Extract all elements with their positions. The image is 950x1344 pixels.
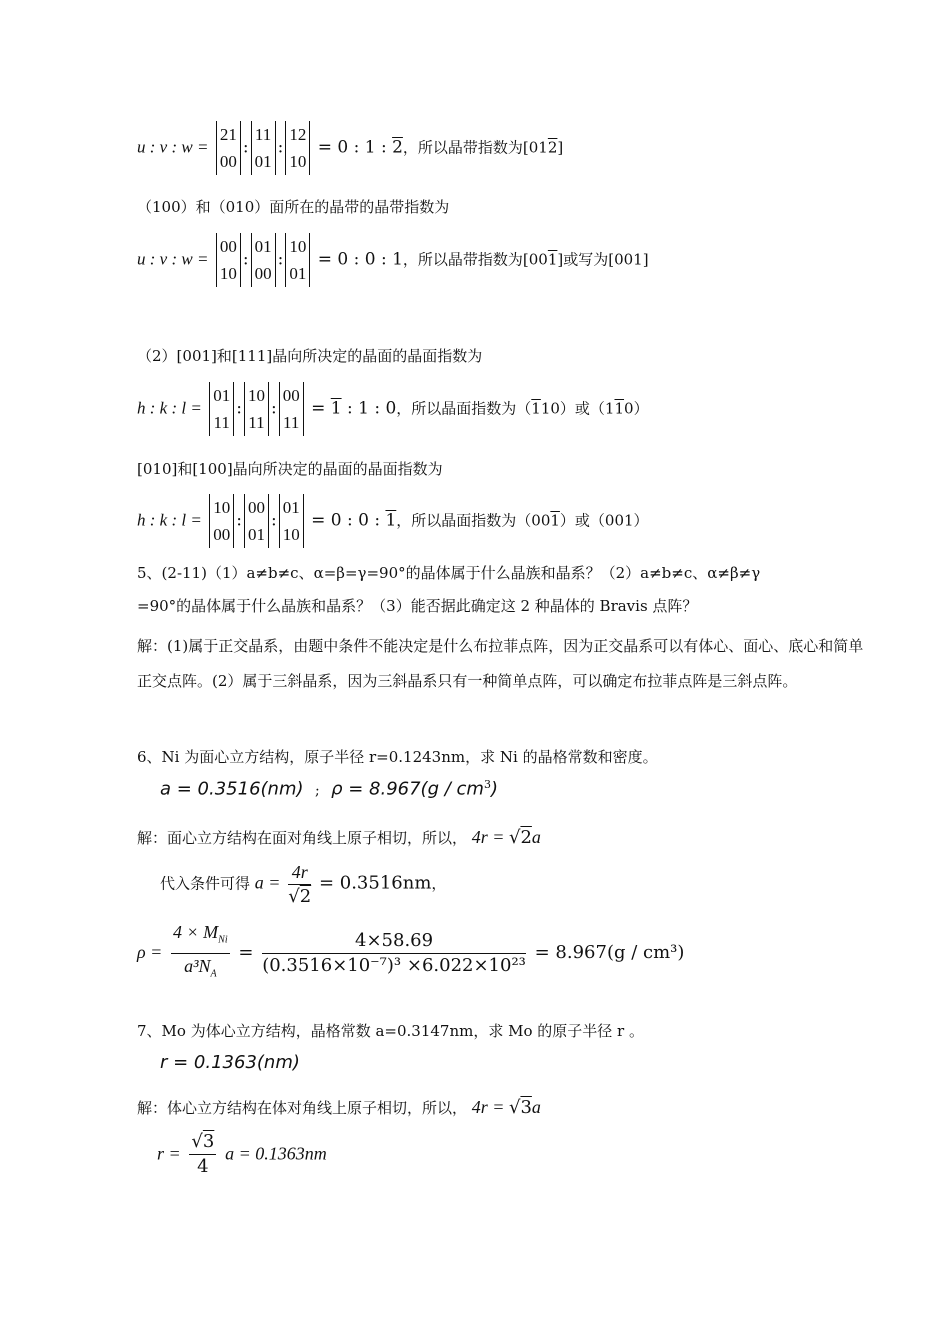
radius-result: r = 0.1363(nm) (160, 1052, 300, 1073)
fraction: $\frac{√3}{4}$ (191, 1131, 215, 1177)
eq-rhs-pre: = (311, 398, 331, 419)
fraction: $\frac{4r}{√2}$ (288, 862, 312, 907)
text-010-100: [010]和[100]晶向所决定的晶面的晶面指数为 (137, 460, 443, 478)
eq-tail-bar: 2 (547, 138, 558, 157)
relation-sqrt: 3 (520, 1097, 532, 1118)
eq-rhs: = 0 : 0 : 1 (317, 249, 403, 270)
answer-6-line-2 (160, 860, 446, 909)
answer-7-line-1: 解：体心立方结构在体对角线上原子相切，所以， 4r = √3a (137, 1097, 541, 1118)
determinant: 00 10 (216, 233, 241, 287)
eq-lhs: h : k : l = (137, 510, 202, 530)
eq-tail: ，所以晶带指数为[00 (402, 250, 548, 269)
relation-lhs: 4r = (471, 827, 509, 847)
question-7: 7、Mo 为体心立方结构，晶格常数 a=0.3147nm，求 Mo 的原子半径 r 。 (137, 1022, 644, 1040)
eq-rhs: a = 0.1363nm (225, 1143, 327, 1164)
question-5-line-2: =90°的晶体属于什么晶族和晶系？（3）能否据此确定这 2 种晶体的 Bravis 点阵？ (137, 597, 698, 615)
eq-tail: ， (431, 874, 447, 893)
equation-zone-axis-2: u : v : w = 00 10 : 01 00 : 10 01 = 0 : 0 : 1，所以晶带指数为[001]或写为[001] (137, 233, 649, 287)
fraction-molar: $\frac{4 \times M_{Ni}}{a^3N_A}$ (173, 922, 228, 980)
eq-tail-bar: 1 (550, 511, 560, 530)
fraction-numeric: $\frac{4\times 58.69}{\text{(0.3516×10⁻⁷)³ ×6.022×10²³}}$ (262, 929, 526, 976)
question-5-line-1: 5、(2-11)（1）a≠b≠c、α=β=γ=90°的晶体属于什么晶族和晶系？（2）a≠b≠c、α≠β≠γ (137, 564, 761, 582)
eq-tail-bar2: 1 (614, 399, 625, 418)
eq-rhs: = 0 : 0 : (311, 510, 386, 531)
eq-tail-bar: 1 (547, 250, 558, 269)
eq-rhs: = 0 : 1 : (317, 137, 393, 158)
eq-lhs: u : v : w = (137, 137, 209, 157)
density-exp: 3 (483, 778, 491, 791)
radius-equation (157, 1130, 327, 1179)
eq-tail-end: ]或写为[001] (557, 250, 649, 269)
determinant: 11 01 (251, 121, 276, 175)
determinant: 01 10 (279, 494, 304, 548)
eq-rhs: = 0.3516nm (318, 872, 432, 894)
determinant: 01 11 (209, 382, 234, 436)
rho-rhs: = 8.967(g / cm³) (534, 942, 685, 964)
relation-sqrt: 2 (520, 827, 532, 848)
eq-tail-mid: 10）或（1 (540, 399, 615, 418)
equation-plane-index-2: h : k : l = 10 00 : 00 01 : 01 10 = 0 : 0 : 1，所以晶面指数为（001）或（001） (137, 494, 649, 548)
answer-6-text: 解：面心立方结构在面对角线上原子相切，所以， (137, 829, 468, 847)
answer-6-result (160, 778, 498, 800)
text-part-2: （2）[001]和[111]晶向所决定的晶面的晶面指数为 (137, 347, 483, 365)
determinant: 10 11 (244, 382, 269, 436)
question-6: 6、Ni 为面心立方结构，原子半径 r=0.1243nm，求 Ni 的晶格常数和密度。 (137, 748, 658, 766)
determinant: 21 00 (216, 121, 241, 175)
determinant: 12 10 (285, 121, 310, 175)
text-100-010: （100）和（010）面所在的晶带的晶带指数为 (137, 198, 450, 216)
determinant: 10 01 (285, 233, 310, 287)
eq-lhs: r = (157, 1143, 181, 1164)
eq-rhs-bar: 1 (385, 510, 397, 531)
eq-tail-end: ] (557, 138, 564, 157)
eq-tail-end: ）或（001） (559, 511, 649, 530)
answer-6-sub-text: 代入条件可得 (160, 874, 251, 893)
eq-lhs: a = (254, 872, 281, 893)
eq-tail: ，所以晶带指数为[01 (402, 138, 548, 157)
determinant: 01 00 (251, 233, 276, 287)
eq-tail-end: 0） (624, 399, 649, 418)
determinant: 10 00 (209, 494, 234, 548)
density-equation (137, 920, 684, 986)
density-result: ρ = 8.967(g / cm (331, 778, 484, 800)
equation-zone-axis-1: u : v : w = 21 00 : 11 01 : 12 10 = 0 : 1 : 2，所以晶带指数为[012] (137, 121, 563, 175)
relation-lhs: 4r = (471, 1097, 509, 1117)
eq-tail: ，所以晶面指数为（ (396, 399, 532, 418)
lattice-constant-result: a = 0.3516(nm) (160, 778, 304, 800)
eq-rhs: : 1 : 0 (341, 398, 397, 419)
answer-6-line-1: 解：面心立方结构在面对角线上原子相切，所以， 4r = √2a (137, 827, 541, 848)
answer-7-result (160, 1052, 300, 1073)
relation-rhs: a (531, 1097, 541, 1117)
rho-lhs: ρ = (137, 942, 163, 963)
eq-rhs-bar: 2 (392, 137, 403, 158)
relation-rhs: a (531, 827, 541, 847)
determinant: 00 11 (279, 382, 304, 436)
answer-7-text: 解：体心立方结构在体对角线上原子相切，所以， (137, 1099, 468, 1117)
eq-tail: ，所以晶面指数为（00 (396, 511, 551, 530)
eq-tail-bar: 1 (531, 399, 541, 418)
eq-rhs-bar: 1 (330, 398, 342, 419)
eq-lhs: u : v : w = (137, 249, 209, 269)
eq-lhs: h : k : l = (137, 398, 202, 418)
equation-plane-index-1: h : k : l = 01 11 : 10 11 : 00 11 = 1 : 1 : 0，所以晶面指数为（110）或（110） (137, 382, 649, 436)
answer-5: 解：(1)属于正交晶系，由题中条件不能决定是什么布拉菲点阵，因为正交晶系可以有体心、面心、底心和简单正交点阵。(2）属于三斜晶系，因为三斜晶系只有一种简单点阵，可以确定布拉菲点阵是三斜点阵。 (137, 637, 864, 690)
density-end: ) (490, 778, 498, 800)
rho-eq: = (238, 942, 254, 964)
separator: ; (314, 782, 320, 799)
determinant: 00 01 (244, 494, 269, 548)
